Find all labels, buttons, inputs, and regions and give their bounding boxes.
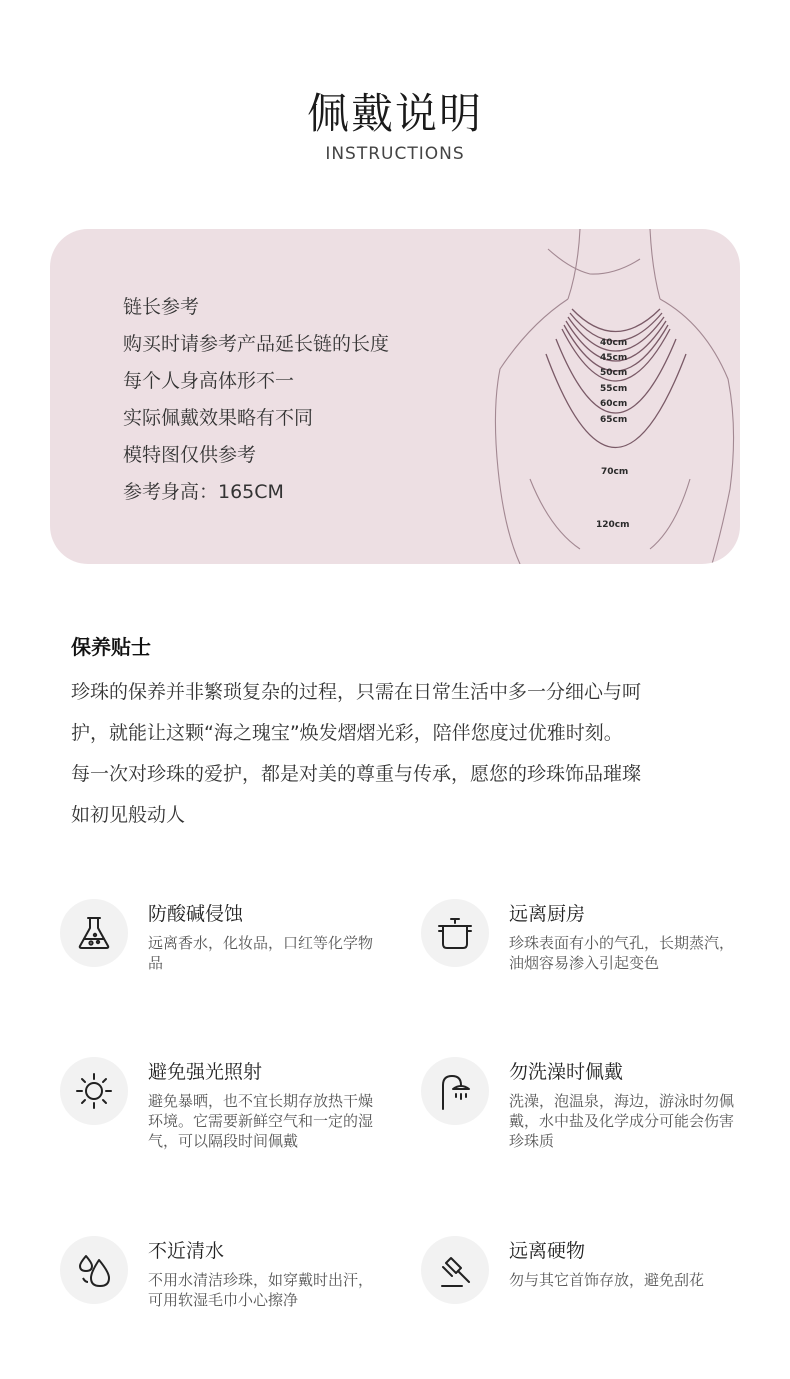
care-tips-title: 保养贴士 <box>71 635 151 659</box>
tip-bathing <box>421 1057 735 1167</box>
tip-description: 珍珠表面有小的气孔，长期蒸汽，油烟容易渗入引起变色 <box>509 934 735 972</box>
tip-title: 防酸碱侵蚀 <box>148 903 244 925</box>
care-tips-line: 每一次对珍珠的爱护，都是对美的尊重与传承，愿您的珍珠饰品璀璨 <box>71 763 642 785</box>
care-tips-line: 如初见般动人 <box>71 804 186 826</box>
shower-icon <box>435 1071 475 1111</box>
water-drops-icon <box>74 1250 114 1290</box>
hammer-icon <box>435 1250 475 1290</box>
sun-icon <box>74 1071 114 1111</box>
tip-title: 不近清水 <box>148 1240 225 1262</box>
page-title: 佩戴说明 <box>306 89 483 138</box>
tip-title: 避免强光照射 <box>148 1061 263 1083</box>
tip-icon-circle <box>60 1236 128 1304</box>
chain-reference-line: 参考身高：165CM <box>123 481 284 503</box>
chain-reference-line: 实际佩戴效果略有不同 <box>123 407 314 429</box>
necklace-length-illustration <box>490 229 740 564</box>
tip-title: 勿洗澡时佩戴 <box>509 1061 624 1083</box>
tip-strong-light <box>60 1057 374 1167</box>
tip-description: 避免暴晒，也不宜长期存放热干燥环境。它需要新鲜空气和一定的湿气，可以隔段时间佩戴 <box>148 1092 374 1150</box>
chain-reference-line: 模特图仅供参考 <box>123 444 257 466</box>
tip-icon-circle <box>421 1236 489 1304</box>
tip-title: 远离硬物 <box>509 1240 586 1262</box>
chain-length-label: 65cm <box>600 415 628 425</box>
chain-reference-heading: 链长参考 <box>123 296 200 318</box>
tip-icon-circle <box>60 1057 128 1125</box>
chain-length-label: 50cm <box>600 368 628 378</box>
tip-description: 勿与其它首饰存放，避免刮花 <box>509 1271 705 1289</box>
chain-length-label: 45cm <box>600 353 628 363</box>
tip-kitchen <box>421 899 735 1009</box>
care-tips-line: 护，就能让这颗“海之瑰宝”焕发熠熠光彩，陪伴您度过优雅时刻。 <box>71 722 623 744</box>
tip-description: 远离香水，化妆品，口红等化学物品 <box>148 934 374 972</box>
chain-reference-line: 购买时请参考产品延长链的长度 <box>123 333 390 355</box>
page-subtitle: INSTRUCTIONS <box>325 144 465 164</box>
chain-length-label: 40cm <box>600 338 628 348</box>
chain-length-label: 70cm <box>601 467 629 477</box>
chain-length-label: 60cm <box>600 399 628 409</box>
tip-icon-circle <box>60 899 128 967</box>
tip-description: 洗澡，泡温泉，海边，游泳时勿佩戴，水中盐及化学成分可能会伤害珍珠质 <box>509 1092 735 1150</box>
care-tips-body <box>71 672 741 836</box>
chain-length-label: 120cm <box>596 520 630 530</box>
chain-reference-line: 每个人身高体形不一 <box>123 370 295 392</box>
chain-length-label: 55cm <box>600 384 628 394</box>
flask-icon <box>74 913 114 953</box>
tip-icon-circle <box>421 899 489 967</box>
tip-fresh-water <box>60 1236 374 1346</box>
tip-description: 不用水清洁珍珠，如穿戴时出汗，可用软湿毛巾小心擦净 <box>148 1271 374 1309</box>
tip-title: 远离厨房 <box>509 903 586 925</box>
chain-reference-text <box>123 289 389 511</box>
tip-icon-circle <box>421 1057 489 1125</box>
pot-icon <box>435 913 475 953</box>
tip-acid-alkali <box>60 899 374 1009</box>
page-header <box>0 88 790 164</box>
care-tips-line: 珍珠的保养并非繁琐复杂的过程，只需在日常生活中多一分细心与呵 <box>71 681 642 703</box>
tip-hard-objects <box>421 1236 721 1346</box>
chain-length-card <box>50 229 740 564</box>
care-tips-section <box>71 632 741 836</box>
